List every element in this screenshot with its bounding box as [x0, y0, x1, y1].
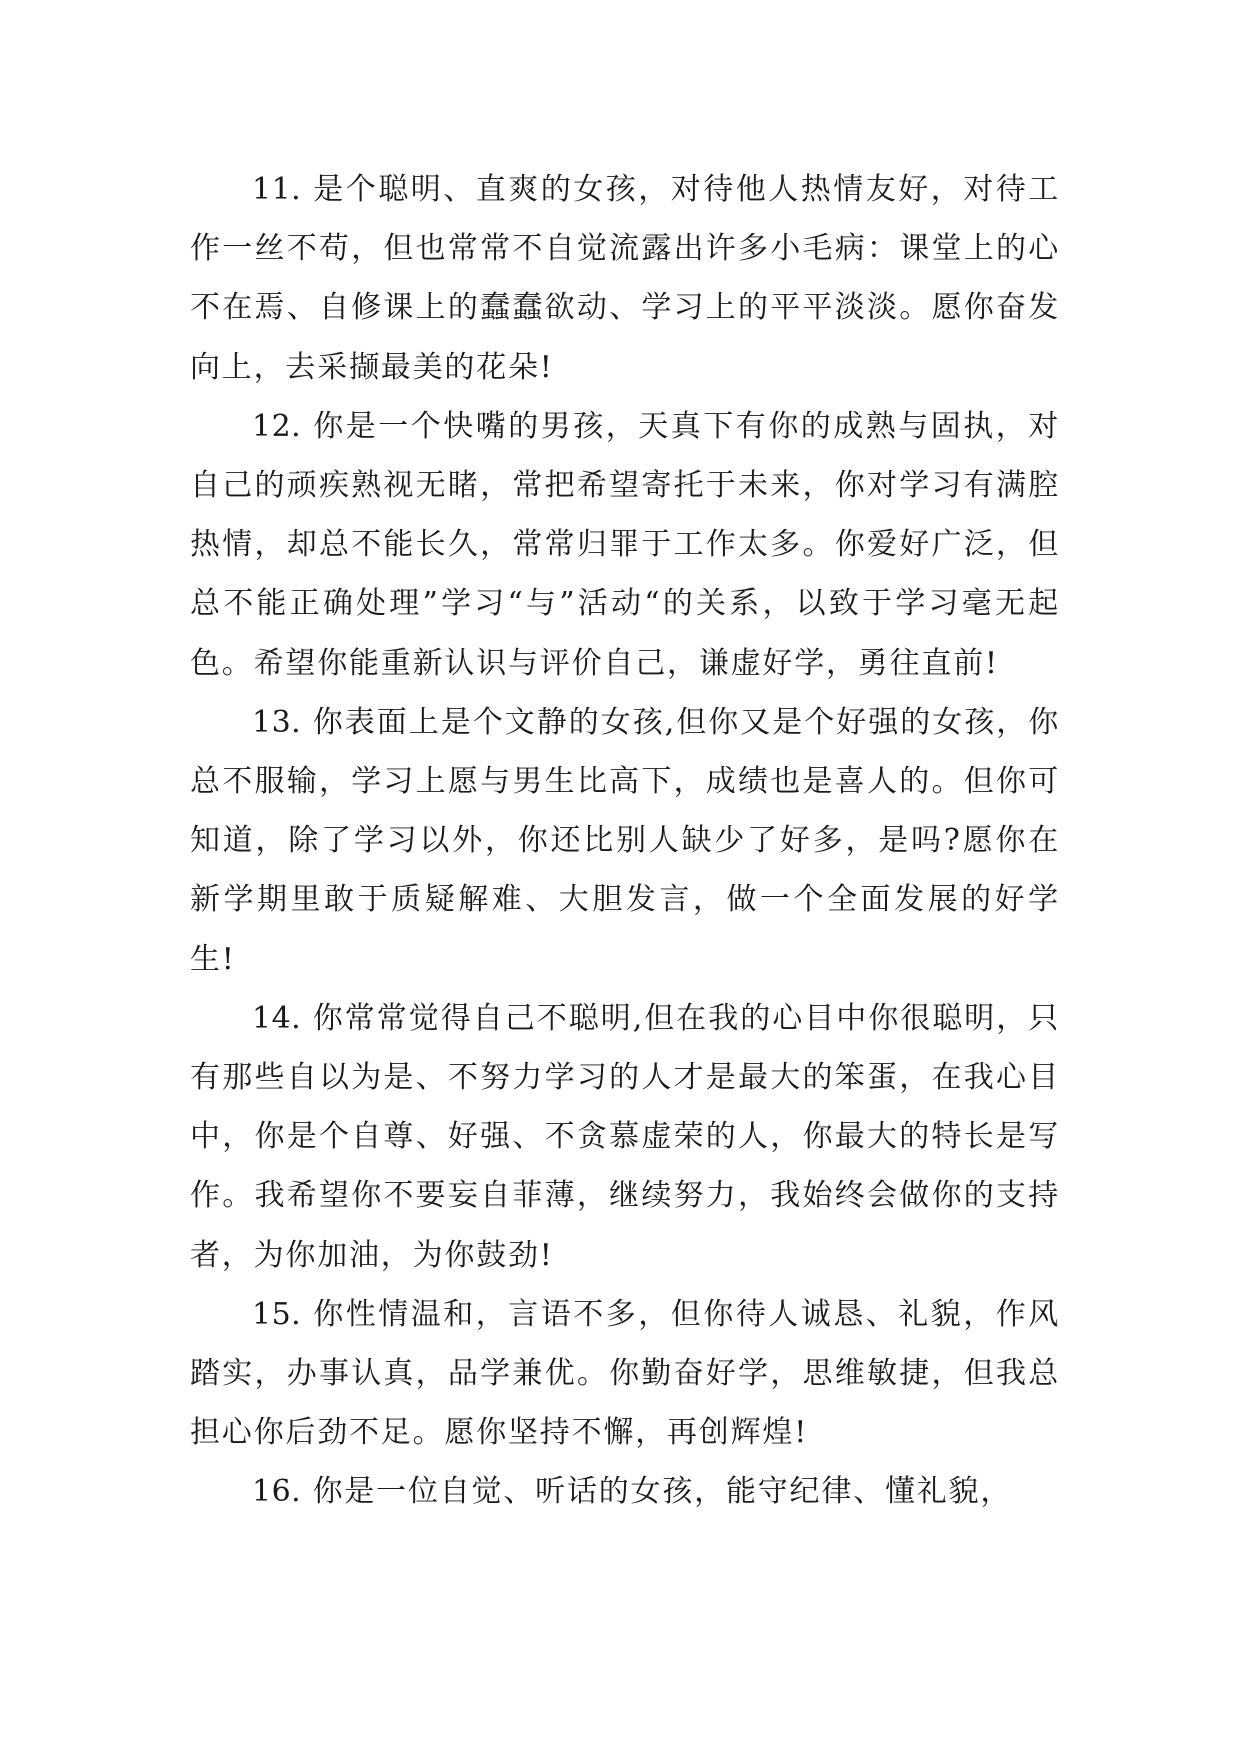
- comment-paragraph-15: [190, 1285, 1060, 1463]
- document-body: [190, 160, 1060, 1522]
- paragraph-number: 11.: [252, 172, 302, 207]
- comment-paragraph-11: [190, 160, 1060, 397]
- paragraph-text: 是个聪明、直爽的女孩，对待他人热情友好，对待工作一丝不苟，但也常常不自觉流露出许多小毛病：课堂上的心不在焉、自修课上的蠢蠢欲动、学习上的平平淡淡。愿你奋发向上，去采撷最美的花朵!: [190, 172, 1060, 385]
- paragraph-number: 16.: [252, 1474, 302, 1510]
- comment-paragraph-16: [190, 1462, 1060, 1521]
- paragraph-text: 你是一个快嘴的男孩，天真下有你的成熟与固执，对自己的顽疾熟视无睹，常把希望寄托于未来，你对学习有满腔热情，却总不能长久，常常归罪于工作太多。你爱好广泛，但总不能正确处理”学习“与”活动“的关系，以致于学习毫无起色。希望你能重新认识与评价自己，谦虚好学，勇往直前!: [190, 408, 1060, 681]
- comment-paragraph-13: [190, 693, 1060, 989]
- paragraph-text: 你性情温和，言语不多，但你待人诚恳、礼貌，作风踏实，办事认真，品学兼优。你勤奋好学，思维敏捷，但我总担心你后劲不足。愿你坚持不懈，再创辉煌!: [190, 1296, 1060, 1451]
- comment-paragraph-12: [190, 397, 1060, 693]
- paragraph-text: 你表面上是个文静的女孩,但你又是个好强的女孩，你总不服输，学习上愿与男生比高下，成绩也是喜人的。但你可知道，除了学习以外，你还比别人缺少了好多，是吗?愿你在新学期里敢于质疑解难、大胆发言，做一个全面发展的好学生!: [190, 704, 1060, 977]
- paragraph-number: 15.: [252, 1296, 302, 1332]
- paragraph-text: 你是一位自觉、听话的女孩，能守纪律、懂礼貌，: [312, 1474, 1013, 1510]
- comment-paragraph-14: [190, 989, 1060, 1285]
- paragraph-number: 14.: [252, 1000, 302, 1036]
- paragraph-text: 你常常觉得自己不聪明,但在我的心目中你很聪明，只有那些自以为是、不努力学习的人才是最大的笨蛋，在我心目中，你是个自尊、好强、不贪慕虚荣的人，你最大的特长是写作。我希望你不要妄自菲薄，继续努力，我始终会做你的支持者，为你加油，为你鼓劲!: [190, 1000, 1060, 1273]
- paragraph-number: 12.: [252, 408, 302, 444]
- paragraph-number: 13.: [252, 704, 302, 740]
